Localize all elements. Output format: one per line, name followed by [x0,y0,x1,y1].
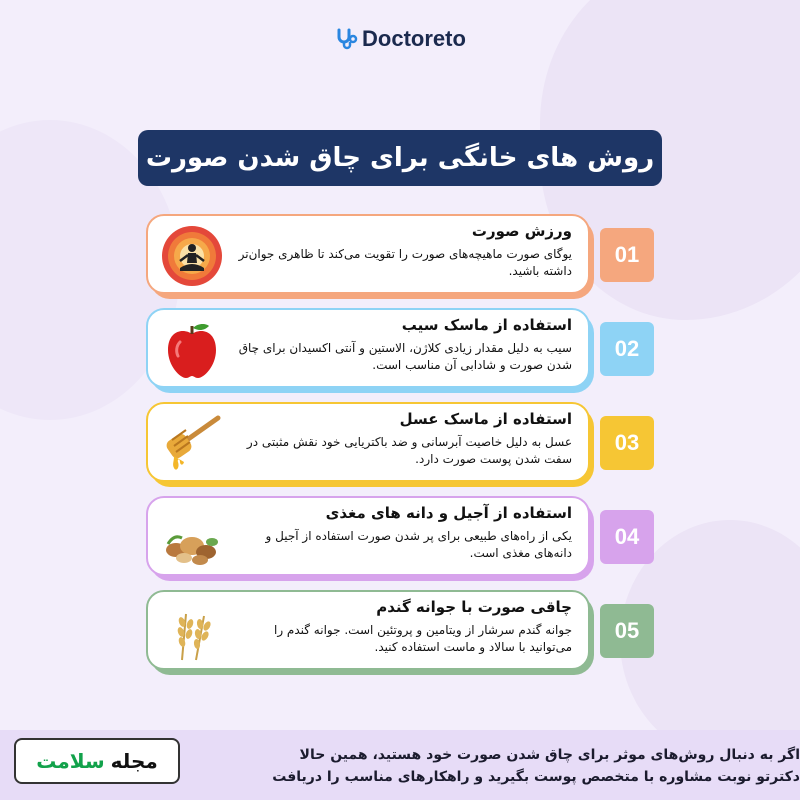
item-description: عسل به دلیل خاصیت آبرسانی و ضد باکتریایی خود نقش مثبتی در سفت شدن پوست صورت دارد. [246,435,572,466]
footer-line: دکترتو نوبت مشاوره با متخصص پوست بگیرید و راهکارهای مناسب را دریافت [272,769,800,785]
nuts-icon [160,506,224,570]
item-title: استفاده از ماسک سیب [401,316,572,334]
magazine-badge[interactable] [14,738,180,784]
item-description: سیب به دلیل مقدار زیادی کلاژن، الاستین و آنتی اکسیدان برای چاق شدن صورت و شادابی آن مناسب است. [238,341,572,372]
apple-icon [160,318,224,382]
list-item [146,402,590,482]
item-number-badge: 03 [600,416,654,470]
brand-logo[interactable] [0,26,800,55]
list-item [146,308,590,388]
wheat-icon [160,600,224,664]
list-item [146,496,590,576]
item-title: استفاده از آجیل و دانه های مغذی [325,504,572,522]
item-title: ورزش صورت [471,222,572,240]
item-title: استفاده از ماسک عسل [399,410,572,428]
magazine-name: سلامت [36,749,105,773]
footer-text [180,744,800,788]
footer-line: اگر به دنبال روش‌های موثر برای چاق شدن صورت خود هستید، همین حالا [299,747,800,763]
item-description: یکی از راه‌های طبیعی برای پر شدن صورت استفاده از آجیل و دانه‌های مغذی است. [265,529,572,560]
item-title: چاقی صورت با جوانه گندم [376,598,572,616]
stethoscope-icon [334,27,358,51]
list-item [146,214,590,294]
item-number-badge: 02 [600,322,654,376]
page-title-box [138,130,662,186]
item-description: جوانه گندم سرشار از ویتامین و پروتئین است. جوانه گندم را می‌توانید با سالاد و ماست استفاده کنید. [273,623,572,654]
list-item [146,590,590,670]
magazine-label: مجله [110,749,158,773]
yoga-meditation-icon [160,224,224,288]
item-number-badge: 01 [600,228,654,282]
item-number-badge: 04 [600,510,654,564]
item-number-badge: 05 [600,604,654,658]
honey-dipper-icon [160,412,224,476]
item-description: یوگای صورت ماهیچه‌های صورت را تقویت می‌کند تا ظاهری جوان‌تر داشته باشید. [238,247,572,278]
page-title: روش های خانگی برای چاق شدن صورت [145,143,655,173]
brand-name: Doctoreto [362,26,466,51]
